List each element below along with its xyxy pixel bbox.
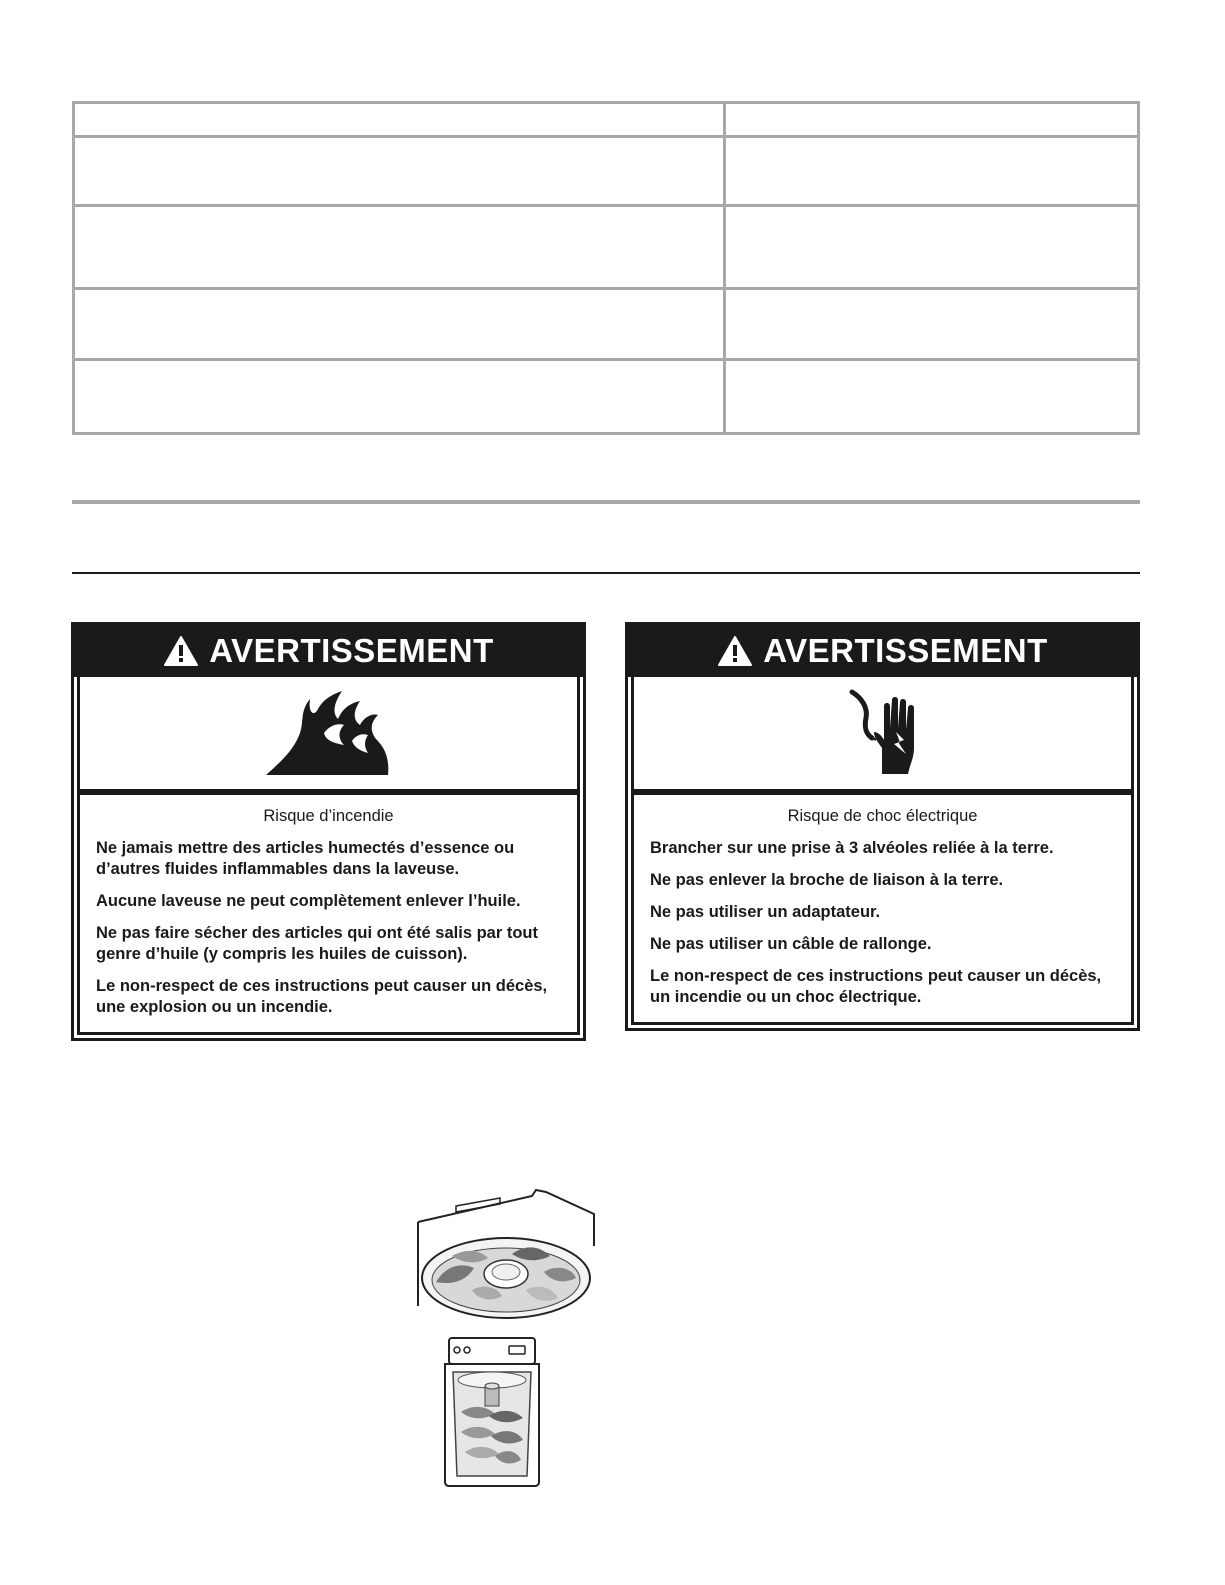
warning-line: Ne pas utiliser un adaptateur. (650, 903, 881, 921)
table-row (75, 287, 1137, 358)
table-row (75, 358, 1137, 432)
warning-icon-panel (631, 677, 1134, 792)
heading-rule (72, 572, 1140, 574)
table-row (75, 104, 1137, 135)
table-cell (75, 290, 726, 358)
warning-line: Aucune laveuse ne peut complètement enlever l’huile. (96, 892, 521, 910)
warning-line: Ne pas utiliser un câble de rallonge. (650, 935, 932, 953)
warning-header (628, 625, 1137, 677)
table-cell (75, 104, 726, 135)
washer-drum-illustration (416, 1186, 596, 1320)
table-cell (726, 207, 1137, 287)
warning-line: Le non-respect de ces instructions peut causer un décès, un incendie ou un choc électrique. (650, 967, 1102, 1006)
warning-line: Ne pas enlever la broche de liaison à la terre. (650, 871, 1004, 889)
warning-line: Ne jamais mettre des articles humectés d’essence ou d’autres fluides inflammables dans la laveuse. (96, 839, 515, 878)
fire-icon (264, 689, 394, 777)
warning-line: Le non-respect de ces instructions peut causer un décès, une explosion ou un incendie. (96, 977, 548, 1016)
warning-line: Brancher sur une prise à 3 alvéoles reliée à la terre. (650, 839, 1054, 857)
table-row (75, 135, 1137, 204)
table-cell (726, 290, 1137, 358)
empty-table (72, 101, 1140, 435)
fire-warning-box (71, 622, 586, 1041)
warning-line: Ne pas faire sécher des articles qui ont été salis par tout genre d’huile (y compris les huiles de cuisson). (96, 924, 538, 963)
warning-triangle-icon (163, 635, 199, 667)
table-cell (75, 361, 726, 432)
washer-front-illustration (443, 1336, 541, 1488)
warning-title: AVERTISSEMENT (763, 632, 1048, 669)
section-divider (72, 500, 1140, 504)
shock-warning-box (625, 622, 1140, 1031)
warning-triangle-icon (717, 635, 753, 667)
risk-label: Risque de choc électrique (787, 807, 978, 825)
electric-shock-hand-icon (838, 688, 928, 778)
warning-header (74, 625, 583, 677)
risk-label: Risque d’incendie (263, 807, 394, 825)
table-cell (75, 138, 726, 204)
table-cell (726, 104, 1137, 135)
warning-icon-panel (77, 677, 580, 792)
table-cell (75, 207, 726, 287)
warning-body (631, 792, 1134, 1025)
warning-title: AVERTISSEMENT (209, 632, 494, 669)
warning-body (77, 792, 580, 1035)
table-row (75, 204, 1137, 287)
table-cell (726, 361, 1137, 432)
table-cell (726, 138, 1137, 204)
